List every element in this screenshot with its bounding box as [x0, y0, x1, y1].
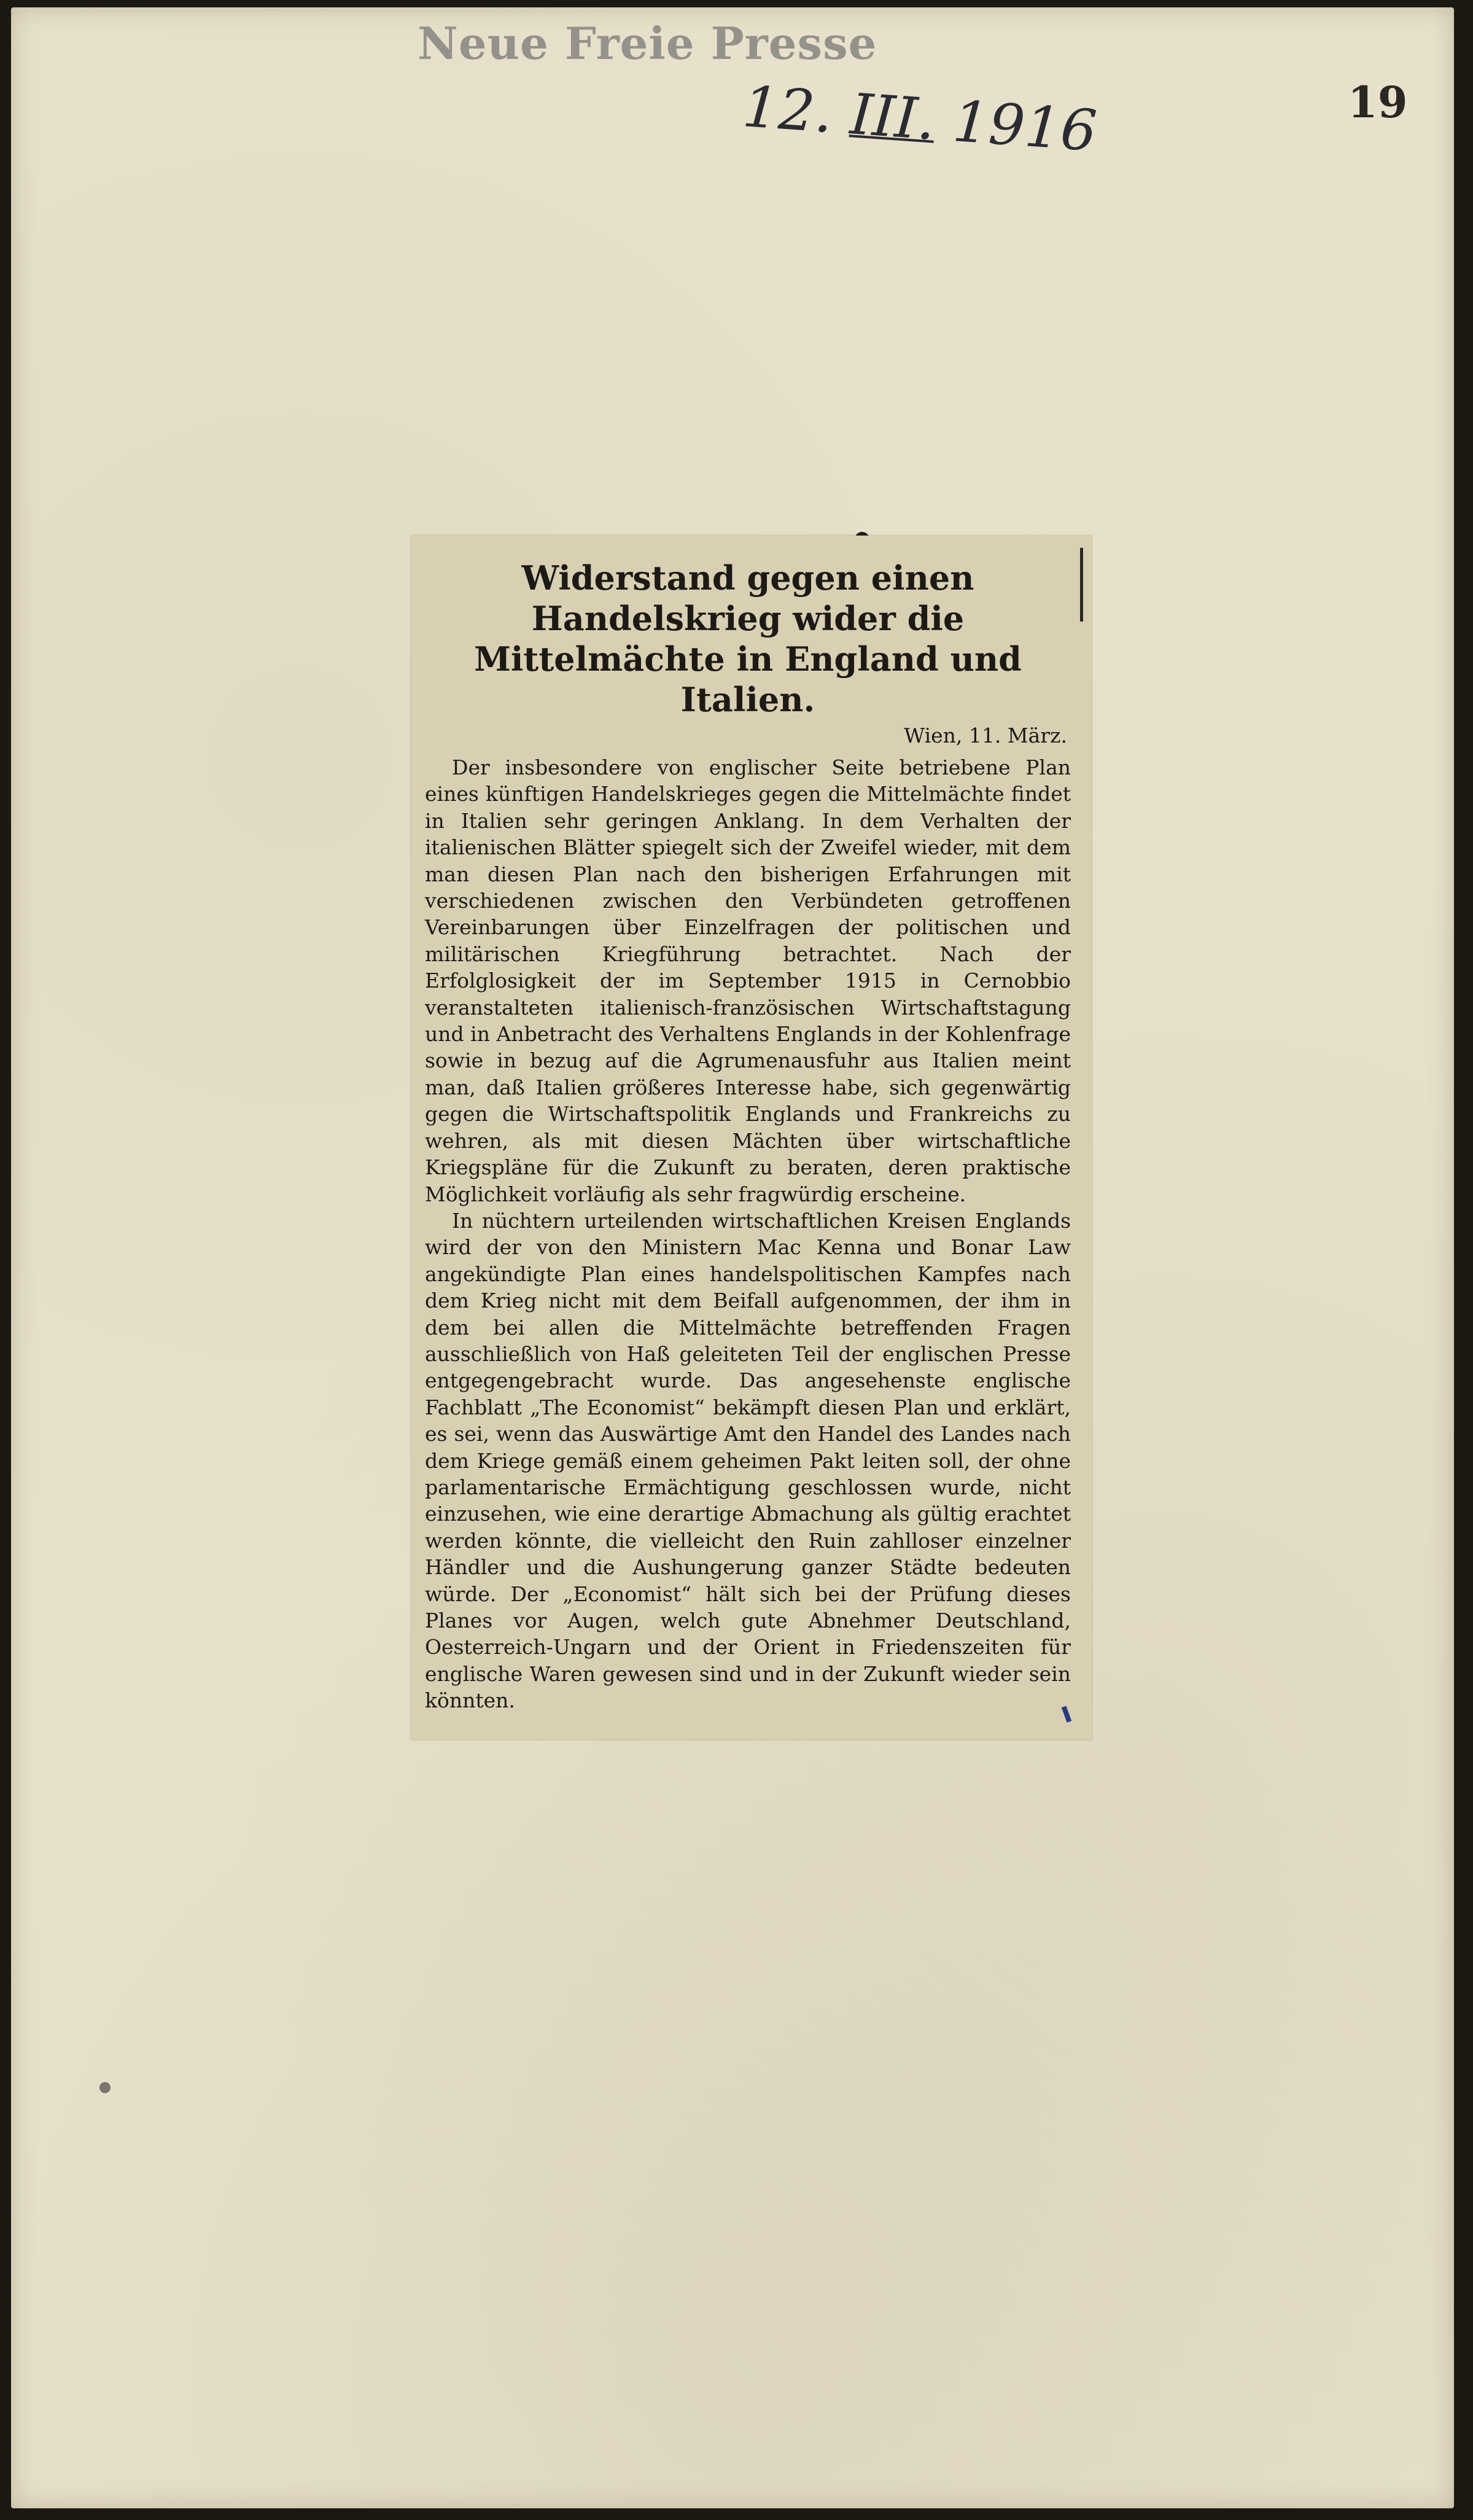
clipping-paragraph-1: Der insbesondere von englischer Seite betriebene Plan eines künftigen Handelskrieges gegen die Mittelmächte findet in Italien sehr geringen Anklang. In dem Verhalten der italienischen Blätter spiegelt sich der Zweifel wieder, mit dem man diesen Plan nach den bisherigen Erfahrungen mit verschiedenen zwischen den Verbündeten getroffenen Vereinbarungen über Einzelfragen der politischen und militärischen Kriegführung betrachtet. Nach der Erfolglosigkeit der im September 1915 in Cernobbio veranstalteten italienisch-französischen Wirtschaftstagung und in Anbetracht des Verhaltens Englands in der Kohlenfrage sowie in bezug auf die Agrumenausfuhr aus Italien meint man, daß Italien größeres Interesse habe, sich gegenwärtig gegen die Wirtschaftspolitik Englands und Frankreichs zu wehren, als mit diesen Mächten über wirtschaftliche Kriegspläne für die Zukunft zu beraten, deren praktische Möglichkeit vorläufig als sehr fragwürdig erscheine.: [425, 755, 1071, 1206]
publication-stamp: Neue Freie Presse: [418, 17, 877, 69]
handwritten-date-year: 1916: [950, 88, 1099, 165]
handwritten-date-month: III.: [848, 81, 938, 153]
clipping-headline: Widerstand gegen einen Handelskrieg wider die Mittelmächte in England und Italien.: [474, 558, 1022, 719]
newspaper-clipping: [411, 536, 1092, 1739]
paper-spot: [99, 2082, 111, 2093]
page-number: 19: [1348, 77, 1408, 128]
handwritten-date-day: 12.: [740, 74, 835, 146]
clipping-paragraph-2: In nüchtern urteilenden wirtschaftlichen Kreisen Englands wird der von den Ministern Mac Kenna und Bonar Law angekündigte Plan eines handelspolitischen Kampfes nach dem Krieg nicht mit dem Beifall aufgenommen, der ihm in dem bei allen die Mittelmächte betreffenden Fragen ausschließlich von Haß geleiteten Teil der englischen Presse entgegengebracht wurde. Das angesehenste englische Fachblatt „The Economist“ bekämpft diesen Plan und erklärt, es sei, wenn das Auswärtige Amt den Handel des Landes nach dem Kriege gemäß einem geheimen Pakt leiten soll, der ohne parlamentarische Ermächtigung geschlossen wurde, nicht einzusehen, wie eine derartige Abmachung als gültig erachtet werden könnte, die vielleicht den Ruin zahlloser einzelner Händler und die Aushungerung ganzer Städte bedeuten würde. Der „Economist“ hält sich bei der Prüfung dieses Planes vor Augen, welch gute Abnehmer Deutschland, Oesterreich-Ungarn und der Orient in Friedenszeiten für englische Waren gewesen sind und in der Zukunft wieder sein könnten.: [425, 1208, 1071, 1713]
clipping-dateline: Wien, 11. März.: [904, 724, 1067, 747]
clipping-edge-mark: [1080, 548, 1083, 622]
